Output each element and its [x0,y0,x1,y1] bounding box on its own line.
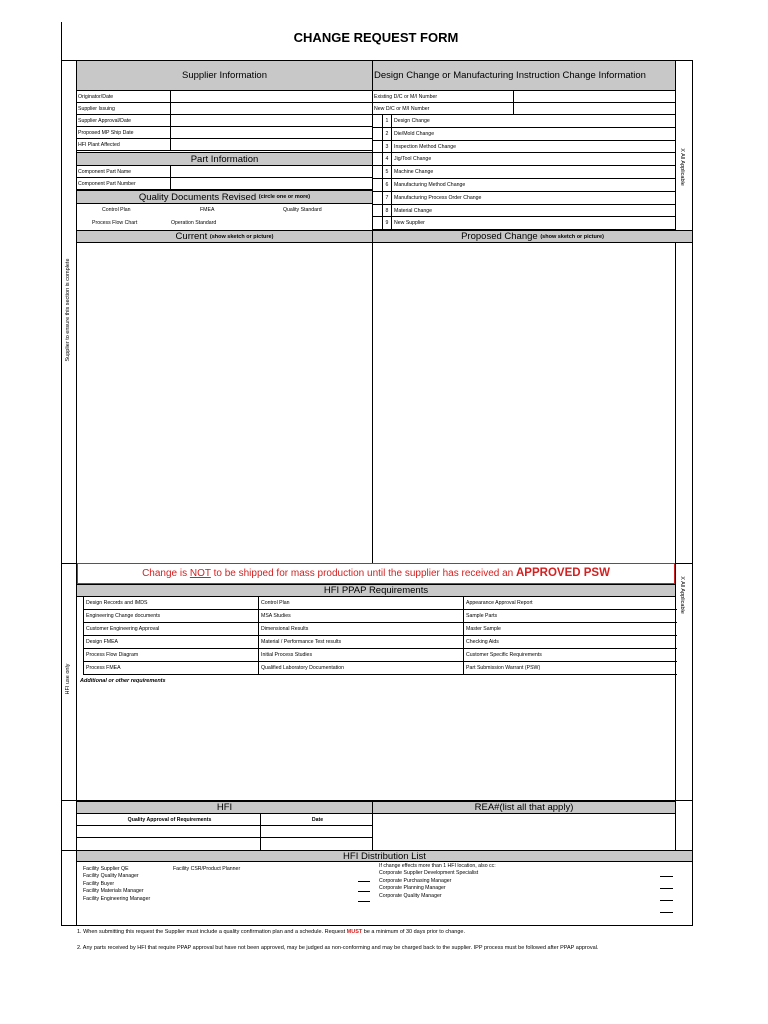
supplier-row-value[interactable] [171,127,373,138]
distribution-header: HFI Distribution List [76,850,693,862]
warning-pre: Change is [142,568,190,579]
ppap-item[interactable] [464,662,677,675]
dc-row-value[interactable] [514,91,676,102]
quality-docs-header [76,190,373,204]
footnote-2: 2. Any parts received by HFI that require PPAP approval but have not been approved, may be judged as non-conforming and may be charged back to the supplier. IPP process must be followed after PPAP approval. [77,945,599,951]
ppap-item[interactable] [84,636,258,649]
warning-not: NOT [189,568,211,579]
page-title: CHANGE REQUEST FORM [293,30,459,45]
part-row [76,178,373,190]
warning-mid: to be shipped for mass production until the supplier has received an [210,568,516,579]
ppap-item-label: Customer Engineering Approval [86,626,160,632]
hfi-side-note: HFI use only [65,663,71,695]
ppap-item-label: Initial Process Studies [261,652,313,658]
ppap-item[interactable] [259,649,464,662]
dc-item[interactable] [372,128,676,141]
ppap-item[interactable] [464,623,677,636]
dc-item-number: 4 [382,153,392,165]
ppap-item-label: Qualified Laboratory Documentation [261,665,345,671]
ppap-item-label: Customer Specific Requirements [466,652,542,658]
footnote-1-must: MUST [346,929,363,935]
hfi-approval-value[interactable] [77,826,261,837]
dc-item-label: Manufacturing Process Order Change [394,194,482,201]
current-label: Current [175,231,208,242]
dc-item[interactable] [372,217,676,230]
quality-docs-note: (circle one or more) [258,194,311,200]
ppap-col1 [84,597,258,675]
warning-psw: APPROVED PSW [516,567,610,579]
dc-item[interactable] [372,179,676,192]
dc-item-label: New Supplier [394,220,425,227]
distribution-left-item: Facility Engineering Manager [83,895,151,902]
design-change-rows [372,91,676,115]
ppap-item[interactable] [259,662,464,675]
dc-item[interactable] [372,192,676,205]
ppap-item-label: Checking Aids [466,639,499,645]
part-info-rows [76,166,373,190]
ppap-item[interactable] [84,662,258,675]
ppap-item[interactable] [84,649,258,662]
rea-entry-area[interactable] [373,814,675,850]
supplier-row-value[interactable] [171,115,373,126]
dc-item[interactable] [372,115,676,128]
ppap-item[interactable] [84,597,258,610]
dc-row-label: Existing D/C or M/I Number [372,91,514,102]
footnote-1-post: be a minimum of 30 days prior to change. [362,929,465,935]
qd-control-plan[interactable]: Control Plan [102,207,131,213]
ppap-item-label: Engineering Change documents [86,613,161,619]
part-info-header: Part Information [76,152,373,166]
dc-item-label: Jig/Tool Change [394,156,432,163]
supplier-info-header: Supplier Information [76,60,373,91]
current-note: (show sketch or picture) [209,233,274,240]
current-header [76,230,373,243]
supplier-row-label: Supplier Issuing [76,103,171,114]
dc-item-number: 2 [382,128,392,140]
ppap-item[interactable] [464,597,677,610]
proposed-note: (show sketch or picture) [540,233,604,240]
dc-item-number: 7 [382,192,392,204]
distribution-left-extra: Facility CSR/Product Planner [173,866,241,872]
dc-item-number: 8 [382,205,392,217]
supplier-row-value[interactable] [171,139,373,150]
part-row-value[interactable] [171,178,373,189]
distribution-right-list [379,863,496,900]
quality-docs-title: Quality Documents Revised [138,191,257,203]
hfi-approval-header-row [77,814,372,826]
distribution-left-checks[interactable] [358,872,370,910]
ppap-item-label: Part Submission Warrant (PSW) [466,665,541,671]
ppap-item[interactable] [259,636,464,649]
ppap-item[interactable] [464,610,677,623]
dc-row [372,91,676,103]
dc-item-label: Manufacturing Method Change [394,181,466,188]
distribution-left-item: Facility Materials Manager [83,888,144,895]
supplier-row-label: Originator/Date [76,91,171,102]
distribution-left-item: Facility Buyer [83,880,115,887]
hfi-approval-label: Quality Approval of Requirements [77,814,261,825]
dc-item-number: 3 [382,141,392,153]
frame-bottom [61,925,693,926]
ppap-item-label: Master Sample [466,626,501,632]
supplier-row-label: HFI Plant Affected [76,139,171,150]
supplier-row [76,139,373,151]
approved-psw-warning [77,563,675,584]
design-change-header: Design Change or Manufacturing Instruction Change Information [372,60,676,91]
qd-fmea[interactable]: FMEA [200,207,215,213]
all-applicable-note-top: X All Applicable [679,148,685,186]
dc-item-number: 9 [382,217,392,229]
ppap-item-label: Material / Performance Test results [261,639,342,645]
hfi-approval-table [76,814,373,850]
ppap-item[interactable] [259,623,464,636]
ppap-item[interactable] [259,610,464,623]
dc-item[interactable] [372,153,676,166]
all-applicable-note-bottom: X All Applicable [679,576,685,614]
hfi-approval-value[interactable] [77,838,261,850]
dc-row-value[interactable] [514,103,676,114]
ppap-item[interactable] [464,636,677,649]
proposed-header [372,230,693,243]
dc-item[interactable] [372,141,676,154]
ppap-item-label: Appearance Approval Report [466,600,533,606]
dc-item-label: Material Change [394,207,433,214]
supplier-row-label: Proposed MP Ship Date [76,127,171,138]
dc-item[interactable] [372,166,676,179]
dc-item-number: 5 [382,166,392,178]
additional-requirements-area[interactable] [77,688,675,800]
ppap-item-label: MSA Studies [261,613,291,619]
supplier-row [76,127,373,139]
dc-row-label: New D/C or M/I Number [372,103,514,114]
distribution-right-item: Corporate Supplier Development Specialist [379,870,479,877]
proposed-label: Proposed Change [461,231,538,242]
hfi-date-value[interactable] [261,838,372,850]
ppap-item[interactable] [84,623,258,636]
ppap-item-label: Sample Parts [466,613,498,619]
ppap-item[interactable] [84,610,258,623]
supplier-row-label: Supplier Approval/Date [76,115,171,126]
distribution-right-intro: If change effects more than 1 HFI location, also cc: [379,863,496,869]
dc-item[interactable] [372,205,676,218]
hfi-date-value[interactable] [261,826,372,837]
dc-row [372,103,676,115]
qd-operation-standard[interactable]: Operation Standard [171,220,217,226]
part-row-label: Component Part Number [76,178,171,189]
hfi-approval-row [77,838,372,850]
distribution-right-checks[interactable] [660,865,673,913]
ppap-item[interactable] [259,597,464,610]
ppap-header: HFI PPAP Requirements [76,584,676,597]
supplier-side-note: Supplier to ensure this section is complete [65,258,71,362]
part-row-label: Component Part Name [76,166,171,177]
distribution-left-item: Facility Supplier QE [83,866,129,872]
current-sketch-area[interactable] [77,243,372,563]
ppap-col2 [258,597,464,675]
ppap-item-label: Dimensional Results [261,626,309,632]
dc-item-label: Die/Mold Change [394,130,435,137]
hfi-approval-row [77,826,372,838]
qd-process-flow-chart[interactable]: Process Flow Chart [92,220,138,226]
supplier-row [76,115,373,127]
ppap-item-label: Control Plan [261,600,290,606]
footnote-1-pre: 1. When submitting this request the Supplier must include a quality confirmation plan and a schedule. Request [77,929,347,935]
hfi-date-label: Date [311,817,324,823]
ppap-item-label: Design FMEA [86,639,118,645]
distribution-right-item: Corporate Purchasing Manager [379,877,452,884]
supplier-row-value[interactable] [171,103,373,114]
footnote-1 [77,929,689,935]
dc-item-label: Machine Change [394,169,434,176]
supplier-row-value[interactable] [171,91,373,102]
distribution-left-list [83,866,150,903]
dc-item-number: 1 [382,115,392,127]
ppap-item-label: Process Flow Diagram [86,652,139,658]
hfi-header: HFI [76,801,373,814]
dc-item-label: Inspection Method Change [394,143,457,150]
supplier-info-rows [76,91,373,151]
distribution-right-item: Corporate Quality Manager [379,892,442,899]
additional-requirements-label: Additional or other requirements [80,678,166,684]
dc-item-label: Design Change [394,118,430,124]
supplier-row [76,91,373,103]
ppap-item-label: Process FMEA [86,665,121,671]
part-row [76,166,373,178]
proposed-sketch-area[interactable] [373,243,675,563]
distribution-right-item: Corporate Planning Manager [379,885,446,892]
rea-header: REA#(list all that apply) [372,801,676,814]
supplier-row [76,103,373,115]
qd-quality-standard[interactable]: Quality Standard [283,207,322,213]
dc-item-number: 6 [382,179,392,191]
page-border-left [61,22,62,925]
distribution-left-item: Facility Quality Manager [83,873,139,880]
design-change-items [372,115,676,230]
ppap-col3 [463,597,677,675]
ppap-grid [83,597,675,675]
ppap-item[interactable] [464,649,677,662]
frame-right [692,60,693,925]
ppap-item-label: Design Records and IMDS [86,600,148,606]
part-row-value[interactable] [171,166,373,177]
